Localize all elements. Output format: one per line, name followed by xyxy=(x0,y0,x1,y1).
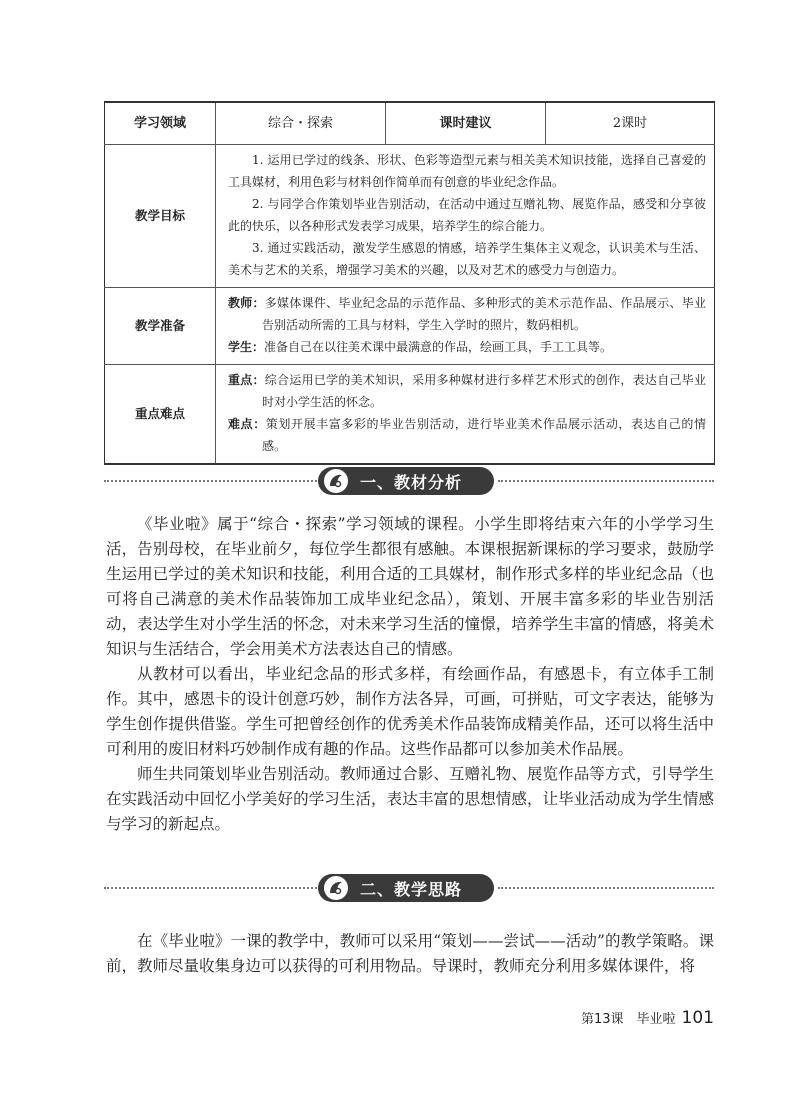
key-point-line xyxy=(228,369,706,413)
section-title-pill xyxy=(318,874,494,902)
goal-item: 1. 运用已学过的线条、形状、色彩等造型元素与相关美术知识技能，选择自己喜爱的工具媒材，利用色彩与材料创作简单而有创意的毕业纪念作品。 xyxy=(228,153,706,189)
difficulty-text: 策划开展丰富多彩的毕业告别活动，进行毕业美术作品展示活动，表达自己的情感。 xyxy=(262,417,706,453)
key-tag: 重点： xyxy=(228,373,265,387)
keys-content xyxy=(216,365,715,465)
section-title: 二、教学思路 xyxy=(360,879,463,899)
student-prep-text: 准备自己在以往美术课中最满意的作品，绘画工具，手工工具等。 xyxy=(264,340,613,354)
paragraph: 从教材可以看出，毕业纪念品的形式多样，有绘画作品，有感恩卡，有立体手工制作。其中，感恩卡的设计创意巧妙，制作方法各异，可画，可拼贴，可文字表达，能够为学生创作提供借鉴。学生可把曾经创作的优秀美术作品装饰成精美作品，还可以将生活中可利用的废旧材料巧妙制作成有趣的作品。这些作品都可以参加美术作品展。 xyxy=(106,665,714,758)
hours-value: 2课时 xyxy=(546,102,715,145)
teacher-prep-line xyxy=(228,292,706,336)
teacher-tag: 教师： xyxy=(228,296,265,310)
lesson-title: 第13课 毕业啦 xyxy=(581,1012,676,1027)
difficulty-line xyxy=(228,413,706,457)
section-title-pill xyxy=(318,467,494,495)
divider xyxy=(104,887,320,889)
key-point-text: 综合运用已学的美术知识，采用多种媒材进行多样艺术形式的创作，表达自己毕业时对小学生活的怀念。 xyxy=(262,373,706,409)
goals-content xyxy=(216,145,715,288)
goal-item: 2. 与同学合作策划毕业告别活动，在活动中通过互赠礼物、展览作品，感受和分享彼此的快乐，以各种形式发表学习成果，培养学生的综合能力。 xyxy=(228,197,706,233)
domain-value: 综合・探索 xyxy=(216,102,386,145)
goal-item: 3. 通过实践活动，激发学生感恩的情感，培养学生集体主义观念，认识美术与生活、美术与艺术的关系，增强学习美术的兴趣，以及对艺术的感受力与创造力。 xyxy=(228,241,706,277)
section-icon xyxy=(322,467,350,495)
teacher-prep-text: 多媒体课件、毕业纪念品的示范作品、多种形式的美术示范作品、作品展示、毕业告别活动所需的工具与材料，学生入学时的照片，数码相机。 xyxy=(262,296,706,332)
goals-label: 教学目标 xyxy=(105,145,216,288)
hours-label: 课时建议 xyxy=(386,102,546,145)
paragraph: 《毕业啦》属于“综合・探索”学习领域的课程。小学生即将结束六年的小学学习生活，告别母校，在毕业前夕，每位学生都很有感触。本课根据新课标的学习要求，鼓励学生运用已学过的美术知识和技能，利用合适的工具媒材，制作形式多样的毕业纪念品（也可将自己满意的美术作品装饰加工成毕业纪念品），策划、开展丰富多彩的毕业告别活动，表达学生对小学生活的怀念，对未来学习生活的憧憬，培养学生丰富的情感，将美术知识与生活结合，学会用美术方法表达自己的情感。 xyxy=(106,515,714,658)
student-prep-line xyxy=(228,336,706,358)
prep-row xyxy=(105,288,715,365)
page-footer xyxy=(520,1008,714,1028)
section-title: 一、教材分析 xyxy=(360,472,463,492)
prep-label: 教学准备 xyxy=(105,288,216,365)
paragraph: 师生共同策划毕业告别活动。教师通过合影、互赠礼物、展览作品等方式，引导学生在实践活动中回忆小学美好的学习生活，表达丰富的思想情感，让毕业活动成为学生情感与学习的新起点。 xyxy=(106,765,714,833)
lesson-plan-table xyxy=(104,101,715,465)
goals-row xyxy=(105,145,715,288)
divider xyxy=(498,887,714,889)
keys-label: 重点难点 xyxy=(105,365,216,465)
page-number: 101 xyxy=(681,1008,714,1028)
domain-label: 学习领域 xyxy=(105,102,216,145)
prep-content xyxy=(216,288,715,365)
section-approach-body xyxy=(106,929,714,979)
table-header-row xyxy=(105,102,715,145)
paragraph: 在《毕业啦》一课的教学中，教师可以采用“策划——尝试——活动”的教学策略。课前，教师尽量收集身边可以获得的可利用物品。导课时，教师充分利用多媒体课件，将 xyxy=(106,932,714,975)
divider xyxy=(498,480,714,482)
section-analysis-body xyxy=(106,512,714,837)
section-banner-analysis xyxy=(104,467,714,495)
difficulty-tag: 难点： xyxy=(228,417,266,431)
student-tag: 学生： xyxy=(228,340,265,354)
keys-row xyxy=(105,365,715,465)
divider xyxy=(104,480,320,482)
section-icon xyxy=(322,874,350,902)
section-banner-approach xyxy=(104,874,714,902)
